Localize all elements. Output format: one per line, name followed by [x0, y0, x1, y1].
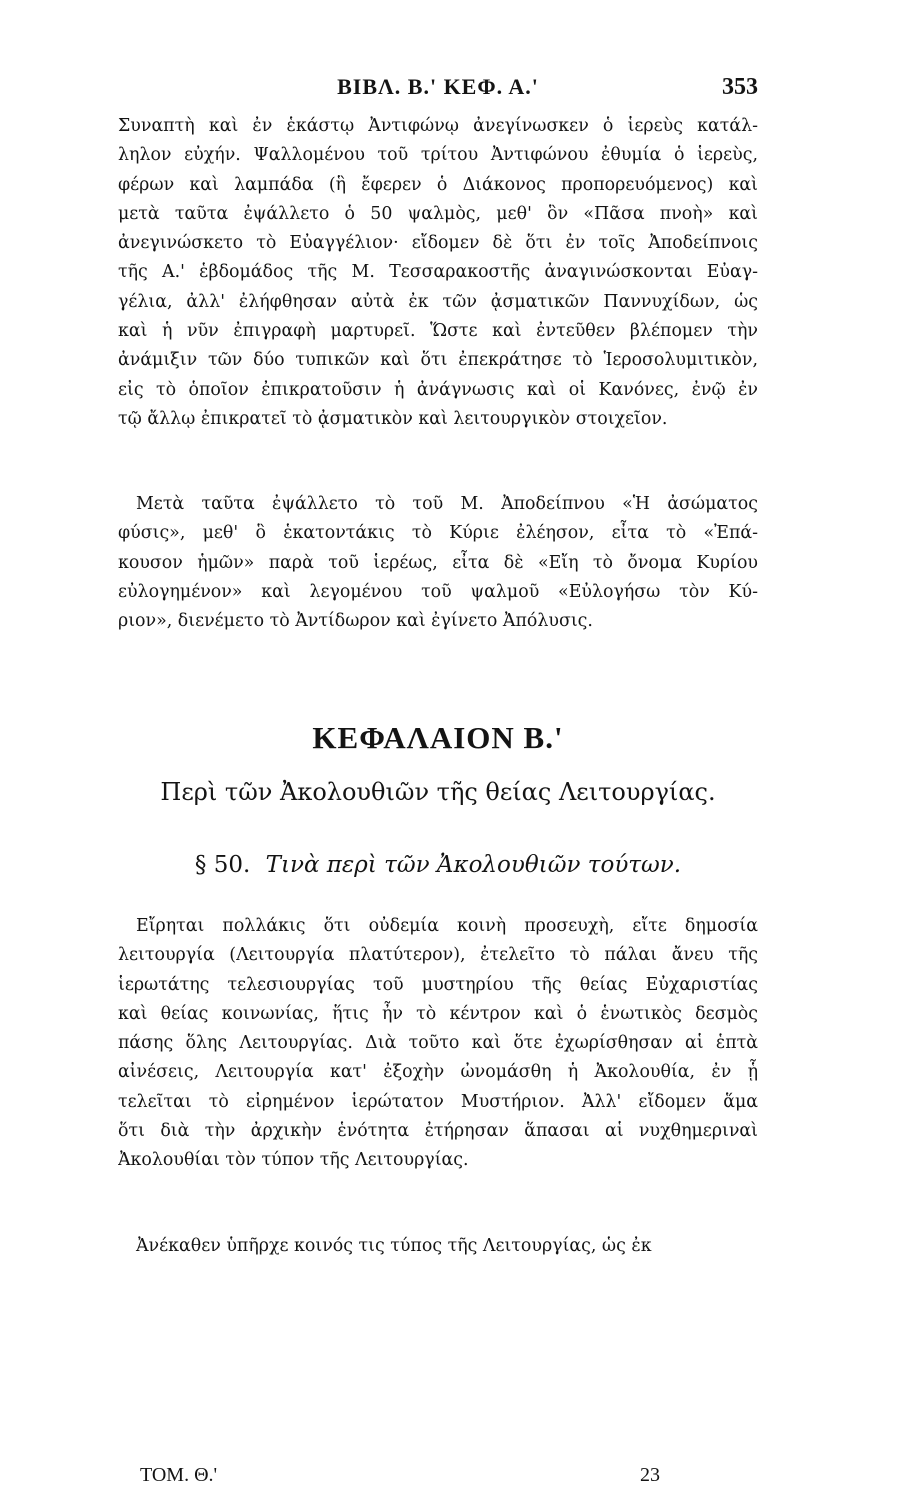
volume-mark: ΤΟΜ. Θ.'	[140, 1464, 218, 1486]
chapter-title: ΚΕΦΑΛΑΙΟΝ Β.'	[312, 720, 564, 755]
text-line: Μετὰ ταῦτα ἐψάλλετο τὸ τοῦ Μ. Ἀποδείπνου «Ἡ ἀσώματος	[136, 494, 758, 514]
paragraph-4	[118, 1232, 758, 1261]
text-line: ἱερωτάτης τελεσιουργίας τοῦ μυστηρίου τῆς θείας Εὐχαριστίας	[118, 974, 758, 995]
text-line: ἀνάμιξιν τῶν δύο τυπικῶν καὶ ὅτι ἐπεκράτησε τὸ Ἱεροσολυμιτικὸν,	[118, 350, 758, 371]
text-line: ριον», διενέμετο τὸ Ἀντίδωρον καὶ ἐγίνετο Ἀπόλυσις.	[118, 611, 593, 632]
text-line: Ἀκολουθίαι τὸν τύπον τῆς Λειτουργίας.	[118, 1150, 469, 1171]
running-head	[118, 74, 758, 108]
text-line: αἰνέσεις, Λειτουργία κατ' ἐξοχὴν ὠνομάσθη ἡ Ἀκολουθία, ἐν ᾗ	[118, 1062, 758, 1083]
text-line: κουσον ἡμῶν» παρὰ τοῦ ἱερέως, εἶτα δὲ «Εἴη τὸ ὄνομα Κυρίου	[118, 552, 758, 573]
text-line: καὶ ἡ νῦν ἐπιγραφὴ μαρτυρεῖ. Ὥστε καὶ ἐντεῦθεν βλέπομεν τὴν	[118, 321, 758, 342]
section-symbol: § 50.	[194, 852, 251, 878]
running-head-title: ΒΙΒΛ. Β.' ΚΕΦ. Α.'	[337, 74, 539, 99]
text-line: ὅτι διὰ τὴν ἀρχικὴν ἑνότητα ἐτήρησαν ἅπασαι αἱ νυχθημεριναὶ	[118, 1121, 758, 1142]
text-line: τῷ ἄλλῳ ἐπικρατεῖ τὸ ᾀσματικὸν καὶ λειτουργικὸν στοιχεῖον.	[118, 408, 668, 429]
text-line: γέλια, ἀλλ' ἐλήφθησαν αὐτὰ ἐκ τῶν ᾀσματικῶν Παννυχίδων, ὡς	[118, 291, 758, 312]
text-line: πάσης ὅλης Λειτουργίας. Διὰ τοῦτο καὶ ὅτε ἐχωρίσθησαν αἱ ἑπτὰ	[118, 1033, 758, 1054]
text-line: καὶ θείας κοινωνίας, ἥτις ἦν τὸ κέντρον καὶ ὁ ἑνωτικὸς δεσμὸς	[118, 1003, 758, 1024]
section-heading	[118, 852, 758, 878]
text-line: φύσις», μεθ' ὃ ἑκατοντάκις τὸ Κύριε ἐλέησον, εἶτα τὸ «Ἐπά-	[118, 523, 758, 544]
chapter-subtitle: Περὶ τῶν Ἀκολουθιῶν τῆς θείας Λειτουργίας.	[160, 778, 716, 806]
text-line: ληλον εὐχήν. Ψαλλομένου τοῦ τρίτου Ἀντιφώνου ἐθυμία ὁ ἱερεὺς,	[118, 145, 758, 166]
text-line: Ἀνέκαθεν ὑπῆρχε κοινός τις τύπος τῆς Λειτουργίας, ὡς ἐκ	[136, 1236, 652, 1256]
paragraph-1	[118, 112, 758, 434]
text-line: εἰς τὸ ὁποῖον ἐπικρατοῦσιν ἡ ἀνάγνωσις καὶ οἱ Κανόνες, ἐνῷ ἐν	[118, 379, 758, 400]
text-line: τελεῖται τὸ εἰρημένον ἱερώτατον Μυστήριον. Ἀλλ' εἴδομεν ἅμα	[118, 1091, 758, 1112]
text-line: μετὰ ταῦτα ἐψάλλετο ὁ 50 ψαλμὸς, μεθ' ὃν «Πᾶσα πνοὴ» καὶ	[118, 203, 758, 224]
signature-mark: 23	[640, 1464, 660, 1486]
text-line: τῆς Α.' ἑβδομάδος τῆς Μ. Τεσσαρακοστῆς ἀναγινώσκονται Εὐαγ-	[118, 262, 758, 283]
page-number: 353	[722, 74, 758, 100]
text-line: εὐλογημένον» καὶ λεγομένου τοῦ ψαλμοῦ «Εὐλογήσω τὸν Κύ-	[118, 581, 758, 602]
text-line: λειτουργία (Λειτουργία πλατύτερον), ἐτελεῖτο τὸ πάλαι ἄνευ τῆς	[118, 945, 758, 966]
section-title: Τινὰ περὶ τῶν Ἀκολουθιῶν τούτων.	[265, 852, 682, 878]
page-footer	[140, 1464, 660, 1490]
text-line: ἀνεγινώσκετο τὸ Εὐαγγέλιον· εἴδομεν δὲ ὅτι ἐν τοῖς Ἀποδείπνοις	[118, 233, 758, 254]
text-line: Συναπτὴ καὶ ἐν ἑκάστῳ Ἀντιφώνῳ ἀνεγίνωσκεν ὁ ἱερεὺς κατάλ-	[118, 116, 758, 136]
paragraph-3	[118, 912, 758, 1176]
paragraph-2	[118, 490, 758, 636]
text-line: Εἴρηται πολλάκις ὅτι οὐδεμία κοινὴ προσευχὴ, εἴτε δημοσία	[136, 916, 758, 936]
text-line: φέρων καὶ λαμπάδα (ἣ ἔφερεν ὁ Διάκονος προπορευόμενος) καὶ	[118, 174, 758, 195]
